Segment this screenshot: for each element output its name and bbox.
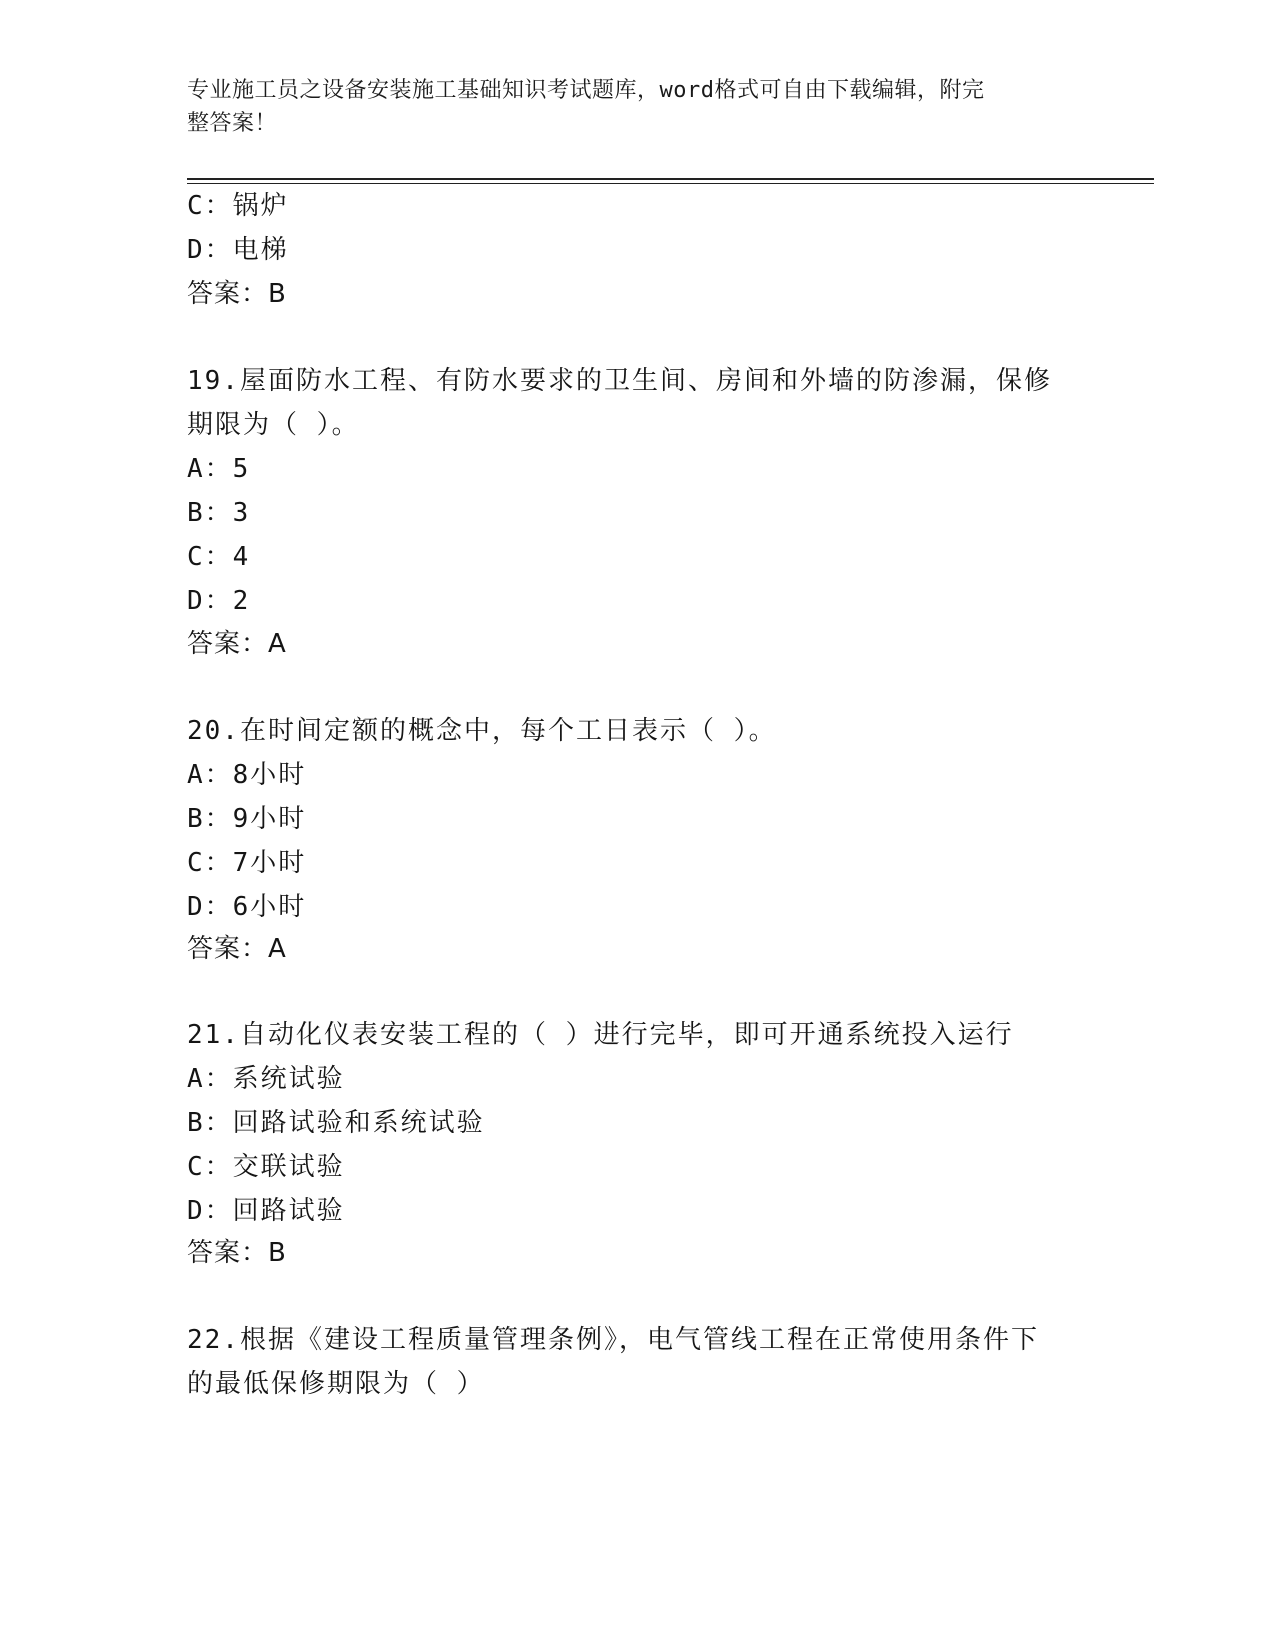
- question-19-option-b: B：3: [187, 498, 251, 528]
- question-20-answer: 答案：A: [187, 934, 287, 964]
- question-20-option-b: B：9小时: [187, 804, 307, 834]
- option-c-q18: C：锅炉: [187, 191, 289, 221]
- answer-q18: 答案：B: [187, 279, 287, 309]
- option-d-q18: D：电梯: [187, 235, 289, 265]
- question-21-option-c: C：交联试验: [187, 1152, 345, 1182]
- question-20-stem-line-1: 20.在时间定额的概念中，每个工日表示（ ）。: [187, 716, 777, 746]
- question-21-stem-line-1: 21.自动化仪表安装工程的（ ）进行完毕，即可开通系统投入运行: [187, 1020, 1014, 1050]
- question-20-option-d: D：6小时: [187, 892, 307, 922]
- header-rule-thick: [187, 178, 1154, 180]
- question-21-option-d: D：回路试验: [187, 1196, 345, 1226]
- question-20-option-c: C：7小时: [187, 848, 307, 878]
- question-22-stem-line-1: 22.根据《建设工程质量管理条例》，电气管线工程在正常使用条件下: [187, 1325, 1039, 1355]
- question-19-stem-line-1: 19.屋面防水工程、有防水要求的卫生间、房间和外墙的防渗漏，保修: [187, 366, 1052, 396]
- question-19-option-a: A：5: [187, 454, 251, 484]
- question-19-option-c: C：4: [187, 542, 251, 572]
- header-intro-line-1: 专业施工员之设备安装施工基础知识考试题库，word格式可自由下载编辑，附完: [187, 78, 985, 103]
- question-19-stem-line-2: 期限为（ ）。: [187, 410, 360, 440]
- question-19-answer: 答案：A: [187, 629, 287, 659]
- header-rule-thin: [187, 183, 1154, 184]
- question-22-stem-line-2: 的最低保修期限为（ ）: [187, 1369, 485, 1399]
- question-21-option-a: A：系统试验: [187, 1064, 345, 1094]
- question-20-option-a: A：8小时: [187, 760, 307, 790]
- question-21-option-b: B：回路试验和系统试验: [187, 1108, 485, 1138]
- question-21-answer: 答案：B: [187, 1238, 287, 1268]
- document-header: [187, 74, 1067, 140]
- question-19-option-d: D：2: [187, 586, 251, 616]
- header-intro-line-2: 整答案！: [187, 111, 278, 136]
